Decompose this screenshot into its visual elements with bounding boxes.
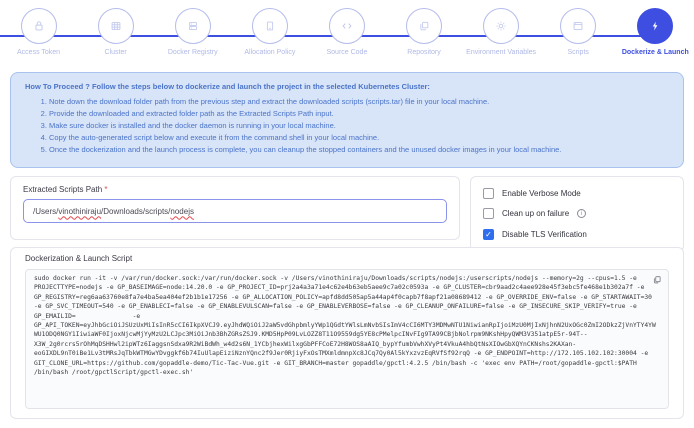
- script-line: X3W_2g0rcrs5rOhMqDSHHwl2ipWTz6IaggsnSdxa9R2WiBdWh_w4d2s6N_1YCbjhexWilxgGbPFFCoE72H8WOS8aAIQ_bypYfumbVwhXVyPt4VkuA4hbQtNsXIOwGbXQYnCKNshs2KAXan-: [34, 340, 577, 348]
- lock-icon: [32, 19, 46, 33]
- generated-script-textarea[interactable]: [25, 269, 669, 409]
- required-asterisk: *: [104, 185, 108, 194]
- step-docker-registry[interactable]: [154, 8, 231, 57]
- script-line: GP_API_TOKEN=eyJhbGciOiJSUzUxMiIsInR5cCI6IkpXVCJ9.eyJhdWQiOiJ2aW5vdGhpbmlyYWp1QGdtYWlsLmNvbSIsImV4cCI6MTY3MDMwNTU1NiwianRpIjoiMzU0MjIxNjhnN2UxOGc0ZmI2ODkzZjVnYTY4YW: [34, 322, 656, 330]
- script-line: GIT_CLONE_URL=https://github.com/gopaddle-demo/Tic-Tac-Vue.git -e GIT_BRANCH=master gopaddle/gpctl:4.2.5 /bin/bash -c 'exec env PATH=/root/gopaddle-gpctl:$PATH: [34, 359, 637, 367]
- step-label: Allocation Policy: [244, 49, 296, 56]
- script-line: GP_REGISTRY=reg6aa63760e8fa7e4ba5ea404ef2b1b1e17256 -e GP_ALLOCATION_POLICY=apfd8dd505ap5a44ap4f0capb7f8apf21a08689412 -e GP_OVERRIDE_ENV=false -e GP_STARTAWAIT=30: [34, 293, 652, 301]
- path-segment: /Downloads/scripts/: [101, 206, 171, 216]
- checkbox-label: Clean up on failure: [502, 209, 570, 219]
- cluster-grid-icon: [109, 19, 123, 33]
- step-repository[interactable]: [385, 8, 462, 57]
- step-label: Cluster: [104, 49, 127, 56]
- script-section-label: Dockerization & Launch Script: [25, 254, 133, 263]
- step-dockerize-launch[interactable]: [617, 8, 694, 57]
- terminal-window-icon: [571, 19, 585, 33]
- info-step-5: 5. Once the dockerization and the launch process is complete, you can cleanup the stopped containers and the unused docker images in your local machine.: [49, 144, 669, 156]
- script-line: sudo docker run -it -v /var/run/docker.sock:/var/run/docker.sock -v /Users/vinothiniraju/Downloads/scripts/nodejs:/userscripts/nodejs --memory=2g --cpus=1.5 -e: [34, 275, 637, 282]
- dockerization-launch-script-card: [10, 247, 684, 419]
- how-to-proceed-info-box: [10, 72, 684, 168]
- step-label: Dockerize & Launch: [621, 49, 689, 56]
- checkbox-box[interactable]: [483, 208, 494, 219]
- extracted-scripts-path-input[interactable]: [23, 199, 447, 223]
- script-line: eoGIXDL9nT0iBe1Lv3tMRsJqTbkWTMGwYDvggkf6b74IuUlapEiziNznYQnc2f9Jer0RjiyFxOsTMXmldmnpXc8JCq7Qy0Al5kYxzvzEqRVfSf92rqQ -e GP_ENDPOINT=http://172.105.102.102:30004 -e: [34, 350, 649, 358]
- gear-icon: [494, 19, 508, 33]
- step-label: Access Token: [17, 49, 61, 56]
- checkbox-enable-verbose-mode[interactable]: [483, 188, 671, 199]
- step-source-code[interactable]: [308, 8, 385, 57]
- script-line: PROJECTTYPE=nodejs -e GP_BASEIMAGE=node:14.20.0 -e GP_PROJECT_ID=prj2a4a3a71e4c62e4b63eb5aee9c7a02c0593a -e GP_CLUSTER=cbr9aad2c4aee928e45f3ebc5fe468e1b302a7f -e: [34, 284, 645, 292]
- script-line: GP_EMAILID= -e: [34, 312, 141, 320]
- path-segment: /Users/: [33, 206, 59, 216]
- step-environment-variables[interactable]: [463, 8, 540, 57]
- step-scripts[interactable]: [540, 8, 617, 57]
- repository-copy-icon: [417, 19, 431, 33]
- script-line: /bin/bash /root/gpctlScript/gpctl-exec.sh': [34, 369, 194, 377]
- lightning-icon: [648, 19, 662, 33]
- path-segment-misspelled: nodejs: [170, 206, 194, 216]
- extracted-scripts-path-label: Extracted Scripts Path *: [23, 185, 108, 194]
- info-icon[interactable]: i: [577, 209, 586, 218]
- extracted-scripts-path-card: [10, 176, 460, 240]
- path-segment-misspelled: vinothiniraju: [58, 206, 102, 216]
- info-step-3: 3. Make sure docker is installed and the docker daemon is running in your local machine.: [49, 120, 669, 132]
- checkbox-label: Enable Verbose Mode: [502, 188, 581, 198]
- code-brackets-icon: [340, 19, 354, 33]
- step-label: Source Code: [326, 49, 368, 56]
- checkbox-label: Disable TLS Verification: [502, 230, 587, 240]
- checkbox-clean-up-on-failure[interactable]: [483, 208, 671, 219]
- script-line: -e GP_SVC_TIMEOUT=540 -e GP_ENABLECI=false -e GP_ENABLEVULSCAN=false -e GP_ENABLEVERBOSE=false -e GP_CLEANUP_ONFAILURE=false -e GP_INSECURE_SKIP_VERIFY=true -e: [34, 303, 637, 311]
- info-step-4: 4. Copy the auto-generated script below and execute it from the command shell in your local machine.: [49, 132, 669, 144]
- step-access-token[interactable]: [0, 8, 77, 57]
- wizard-stepper: [0, 8, 694, 68]
- registry-stack-icon: [186, 19, 200, 33]
- step-allocation-policy[interactable]: [231, 8, 308, 57]
- script-line: WU1ODQ0NGY1IiwiaWF0IjoxNjcwMjYyMzU2LCJpc3MiOiJnb3BhZGRsZSJ9.KMD5HpP09LvLOZZ8T11O9559dg5YE8cPMelpcINvFIg9TA99CBjbNolrpm9NKshHpyQWM3V351atpE5r-94T--: [34, 331, 588, 339]
- step-label: Repository: [407, 49, 441, 56]
- info-box-title: How To Proceed ? Follow the steps below to dockerize and launch the project in the selected Kubernetes Cluster:: [25, 82, 430, 91]
- info-step-1: 1. Note down the download folder path from the previous step and extract the downloaded scripts (scripts.tar) file in your local machine.: [49, 96, 669, 108]
- step-label: Docker Registry: [167, 49, 218, 56]
- checkbox-box[interactable]: [483, 188, 494, 199]
- info-step-2: 2. Provide the downloaded and extracted folder path as the Extracted Scripts Path input.: [49, 108, 669, 120]
- step-cluster[interactable]: [77, 8, 154, 57]
- launch-options-card: [470, 176, 684, 252]
- step-label: Scripts: [567, 49, 589, 56]
- policy-device-icon: [263, 19, 277, 33]
- checkbox-disable-tls-verification[interactable]: [483, 229, 671, 240]
- step-label: Environment Variables: [466, 49, 537, 56]
- checkbox-box-checked[interactable]: [483, 229, 494, 240]
- check-icon: ✓: [485, 229, 492, 239]
- copy-icon[interactable]: [652, 274, 662, 285]
